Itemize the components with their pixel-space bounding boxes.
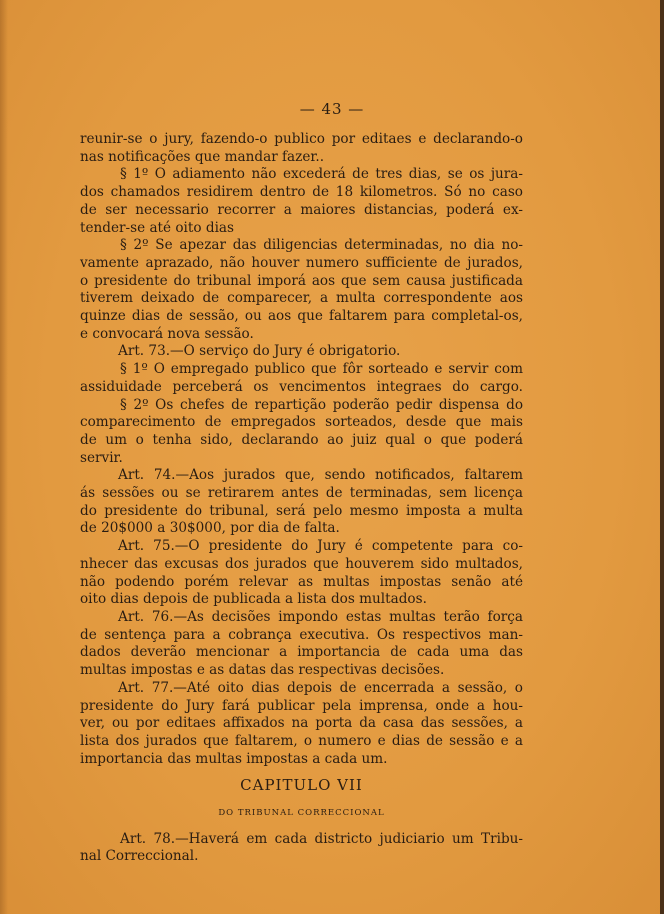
text-line: § 1º O empregado publico que fôr sorteado e servir com [120,361,523,378]
text-line: o presidente do tribunal imporá aos que sem causa justificada [80,272,523,289]
text-line: de 20$000 a 30$000, por dia de falta. [80,520,340,537]
text-line: importancia das multas impostas a cada um. [80,750,388,767]
text-line: Art. 77.—Até oito dias depois de encerrada a sessão, o [118,679,523,696]
text-line: comparecimento de empregados sorteados, desde que mais [80,414,523,431]
text-line: assiduidade perceberá os vencimentos integraes do cargo. [80,378,523,395]
text-line: quinze dias de sessão, ou aos que faltarem para completal-os, [80,308,523,325]
text-line: ver, ou por editaes affixados na porta da casa das sessões, a [80,715,523,732]
text-line: tender-se até oito dias [80,219,235,236]
text-line: Art. 73.—O serviço do Jury é obrigatorio. [118,343,401,360]
text-line: § 2º Se apezar das diligencias determinadas, no dia no- [120,237,523,254]
text-line: de sentença para a cobrança executiva. Os respectivos man- [80,626,523,643]
text-line: oito dias depois de publicada a lista dos multados. [80,591,427,608]
chapter-title: CAPITULO VII [240,776,363,795]
text-line: Art. 76.—As decisões impondo estas multas terão força [118,608,523,625]
text-line: lista dos jurados que faltarem, o numero e dias de sessão e a [80,732,523,749]
text-line: nas notificações que mandar fazer.. [80,148,325,165]
text-line: Art. 75.—O presidente do Jury é competente para co- [118,538,523,555]
text-line: vamente aprazado, não houver numero sufficiente de jurados, [80,254,523,271]
text-line: não podendo porém relevar as multas impostas senão até [80,573,523,590]
text-line: § 2º Os chefes de repartição poderão pedir dispensa do [120,396,523,413]
text-line: ás sessões ou se retirarem antes de terminadas, sem licença [80,485,523,502]
text-line: de um o tenha sido, declarando ao juiz qual o que poderá [80,431,523,448]
text-line: do presidente do tribunal, será pelo mesmo imposta a multa [80,502,523,519]
text-line: Art. 74.—Aos jurados que, sendo notificados, faltarem [118,467,523,484]
text-line: § 1º O adiamento não excederá de tres dias, se os jura- [120,166,523,183]
text-line: nal Correccional. [80,848,199,865]
text-line: de ser necessario recorrer a maiores distancias, poderá ex- [80,201,523,218]
text-line: multas impostas e as datas das respectivas decisões. [80,662,445,679]
page-right-edge [660,0,664,914]
body-text [80,131,523,866]
page-number: — 43 — [299,100,365,118]
page-left-shadow [0,0,8,914]
text-line: presidente do Jury fará publicar pela imprensa, onde a hou- [80,697,523,714]
chapter-subtitle: DO TRIBUNAL CORRECCIONAL [218,808,385,819]
text-line: dados deverão mencionar a importancia de cada uma das [80,644,523,661]
text-line: e convocará nova sessão. [80,325,254,342]
text-line: servir. [80,449,123,466]
text-line: dos chamados residirem dentro de 18 kilometros. Só no caso [80,184,523,201]
text-line: tiverem deixado de comparecer, a multa correspondente aos [80,290,523,307]
text-line: nhecer das excusas dos jurados que houverem sido multados, [80,555,523,572]
text-line: Art. 78.—Haverá em cada districto judiciario um Tribu- [120,830,523,847]
text-line: reunir-se o jury, fazendo-o publico por editaes e declarando-o [80,131,523,147]
